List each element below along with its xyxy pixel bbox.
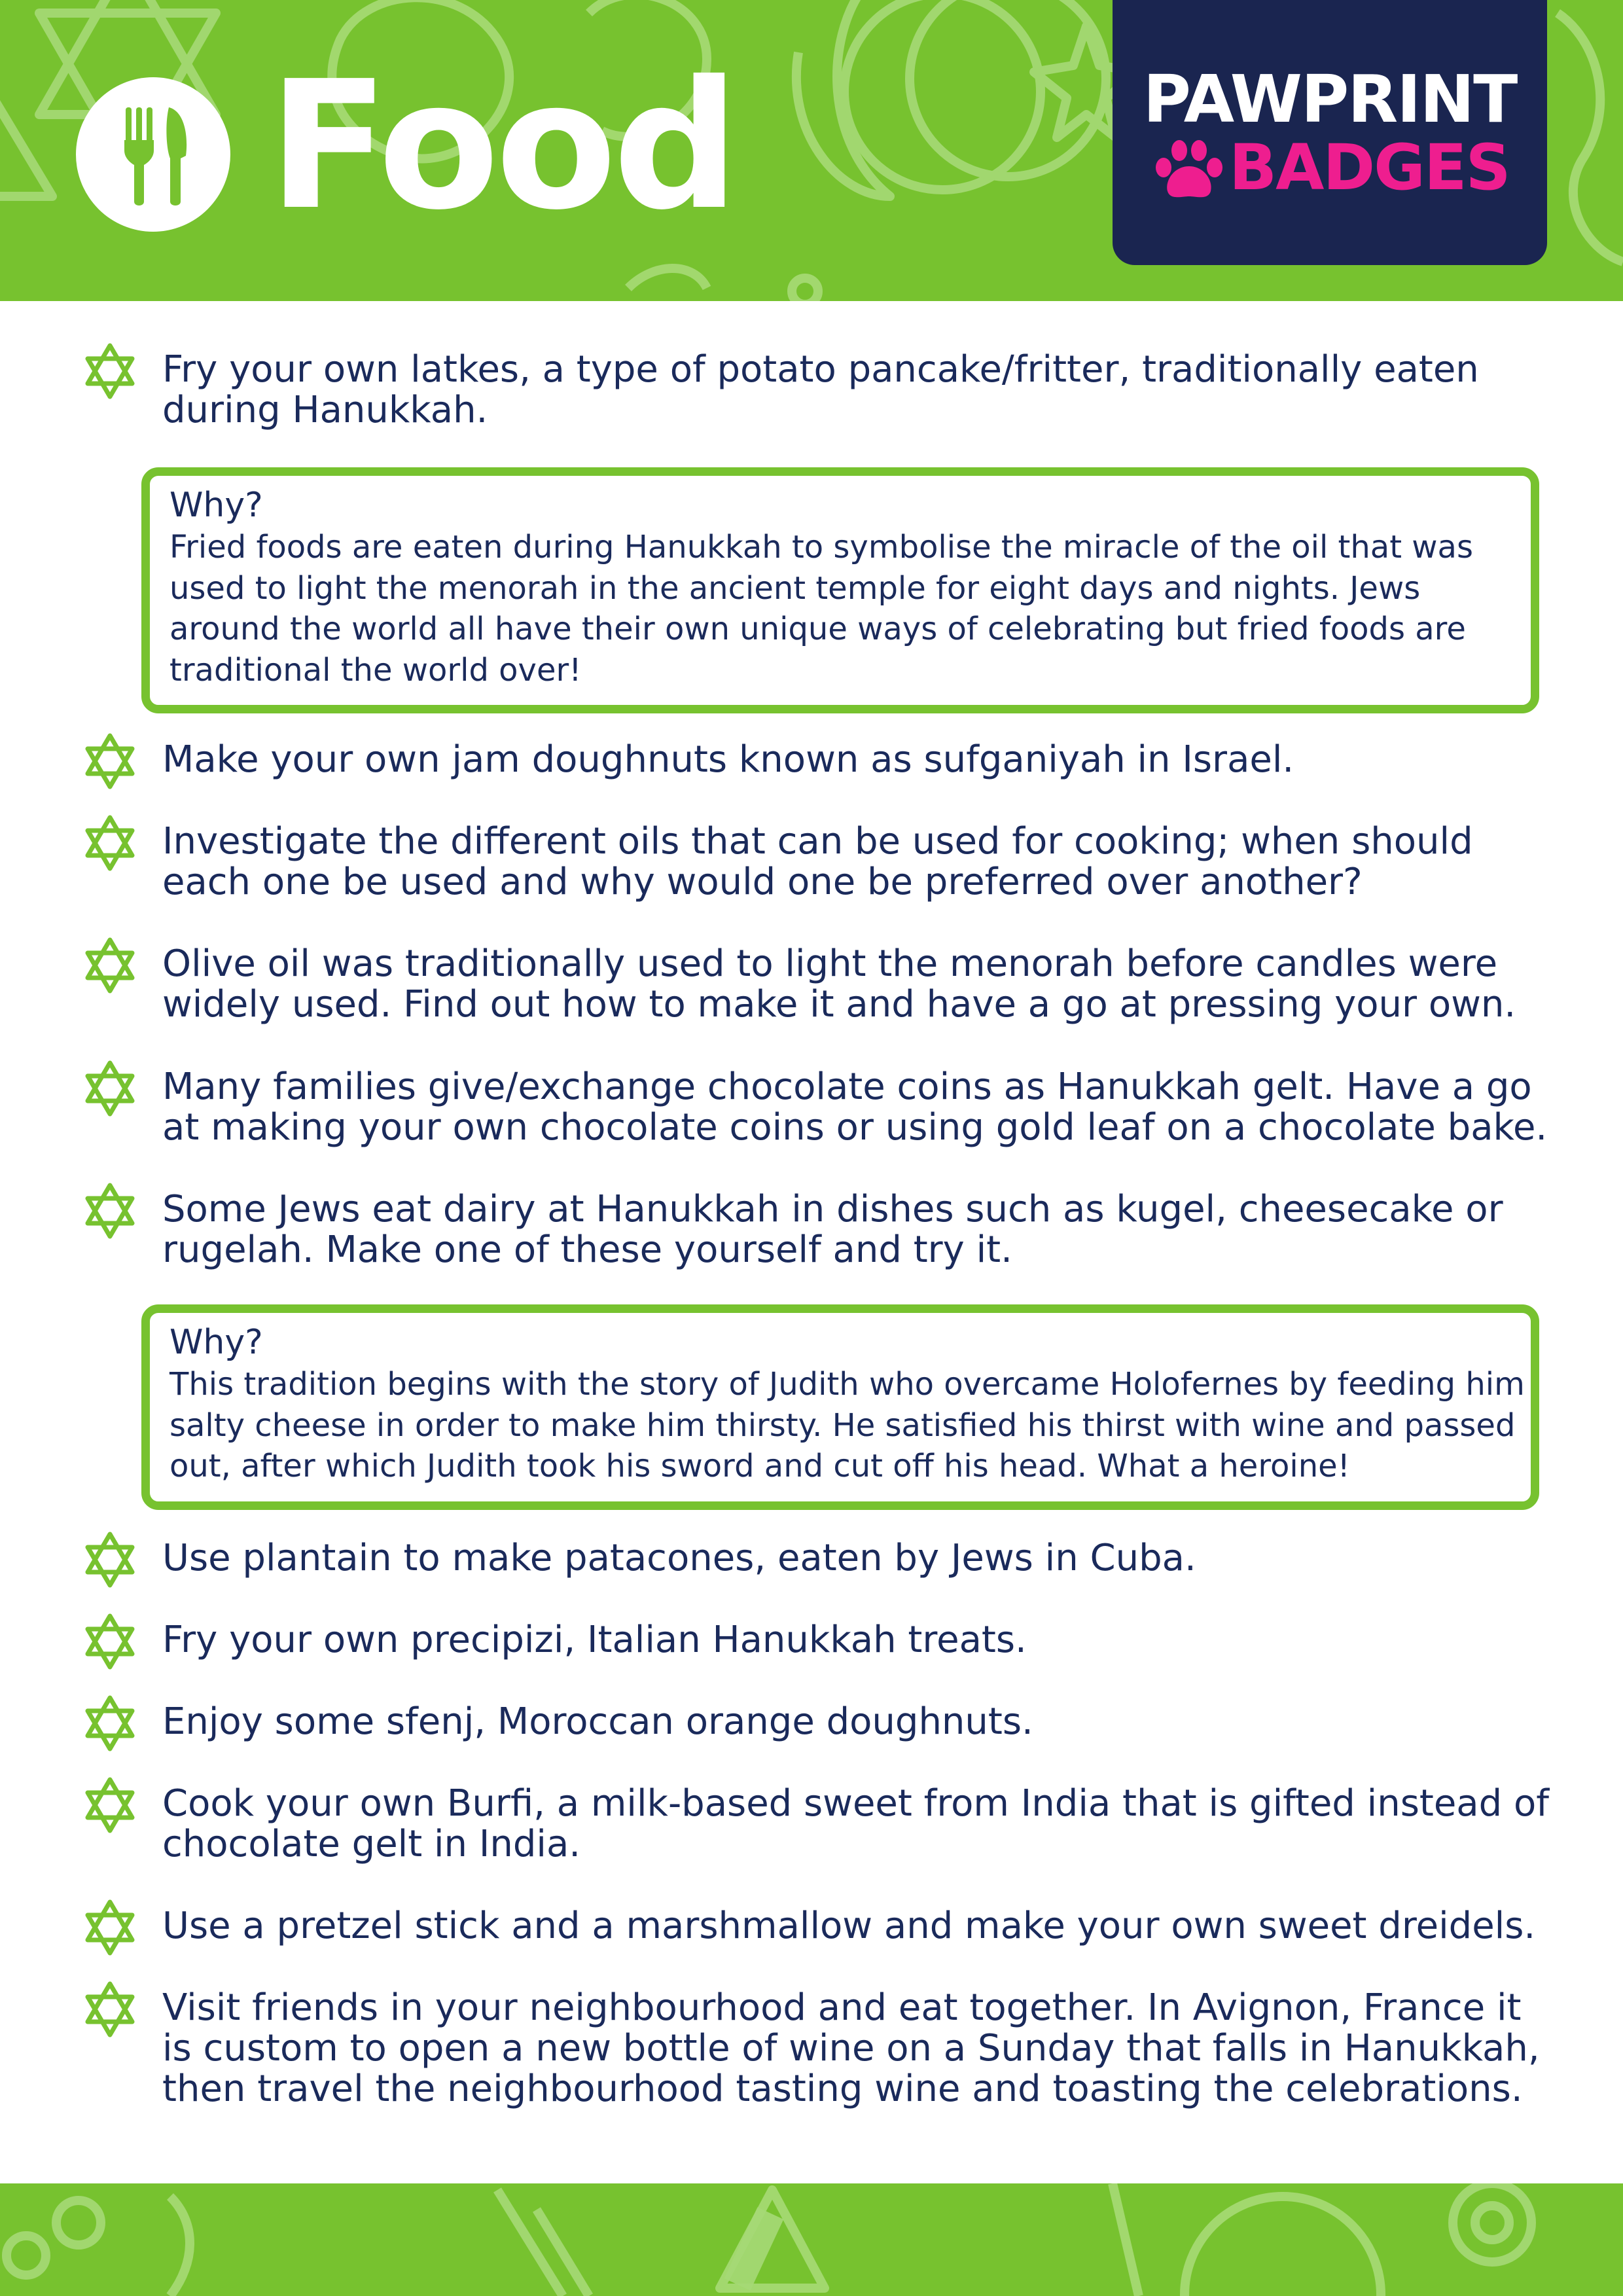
paw-icon [1153,137,1225,203]
activity-item: Many families give/exchange chocolate coins as Hanukkah gelt. Have a go at making your own chocolate coins or using gold leaf on a chocolate bake. [162,1066,1548,1149]
activity-item: Use a pretzel stick and a marshmallow and make your own sweet dreidels. [162,1905,1536,1947]
why-title: Why? [169,486,263,525]
activity-item: Fry your own precipizi, Italian Hanukkah treats. [162,1619,1027,1661]
activity-item: Fry your own latkes, a type of potato pancake/fritter, traditionally eaten during Hanukkah. [162,348,1479,431]
star-of-david-icon [84,1060,136,1117]
pawprint-badges-logo [1113,0,1547,265]
why-box [141,1304,1539,1510]
why-body: Fried foods are eaten during Hanukkah to symbolise the miracle of the oil that was used to light the menorah in the ancient temple for eight days and nights. Jews around the world all have their own unique ways of celebrating but fried foods are traditional the world over! [169,529,1473,689]
activity-item: Enjoy some sfenj, Moroccan orange doughnuts. [162,1700,1033,1743]
fork-knife-icon [76,77,230,232]
page-title: Food [268,43,736,249]
star-of-david-icon [84,1981,136,2037]
star-of-david-icon [84,1695,136,1751]
star-of-david-icon [84,1183,136,1239]
star-of-david-icon [84,1532,136,1588]
star-of-david-icon [84,343,136,399]
activity-item: Investigate the different oils that can be used for cooking; when should each one be used and why would one be preferred over another? [162,820,1473,903]
why-title: Why? [169,1323,263,1362]
activity-item: Olive oil was traditionally used to light the menorah before candles were widely used. Find out how to make it and have a go at pressing your own. [162,942,1516,1026]
activity-item: Some Jews eat dairy at Hanukkah in dishes such as kugel, cheesecake or rugelah. Make one of these yourself and try it. [162,1188,1503,1271]
activity-item: Cook your own Burfi, a milk-based sweet from India that is gifted instead of chocolate gelt in India. [162,1782,1549,1865]
activity-item: Use plantain to make patacones, eaten by Jews in Cuba. [162,1537,1196,1579]
star-of-david-icon [84,1613,136,1670]
why-body: This tradition begins with the story of Judith who overcame Holofernes by feeding him salty cheese in order to make him thirsty. He satisfied his thirst with wine and passed out, after which Judith took his sword and cut off his head. What a heroine! [169,1366,1525,1484]
why-box [141,467,1539,713]
footer-banner [0,2183,1623,2296]
header-banner [0,0,1623,301]
star-of-david-icon [84,937,136,994]
logo-text-badges: BADGES [1229,131,1510,204]
star-of-david-icon [84,733,136,789]
star-of-david-icon [84,815,136,871]
star-of-david-icon [84,1777,136,1833]
footer-background-pattern [0,2183,1623,2296]
activity-item: Visit friends in your neighbourhood and eat together. In Avignon, France it is custom to open a new bottle of wine on a Sunday that falls in Hanukkah, then travel the neighbourhood tasting wine and toasting the celebrations. [162,1986,1540,2110]
activity-item: Make your own jam doughnuts known as sufganiyah in Israel. [162,738,1294,781]
logo-text-pawprint: PAWPRINT [1143,61,1517,137]
star-of-david-icon [84,1899,136,1956]
